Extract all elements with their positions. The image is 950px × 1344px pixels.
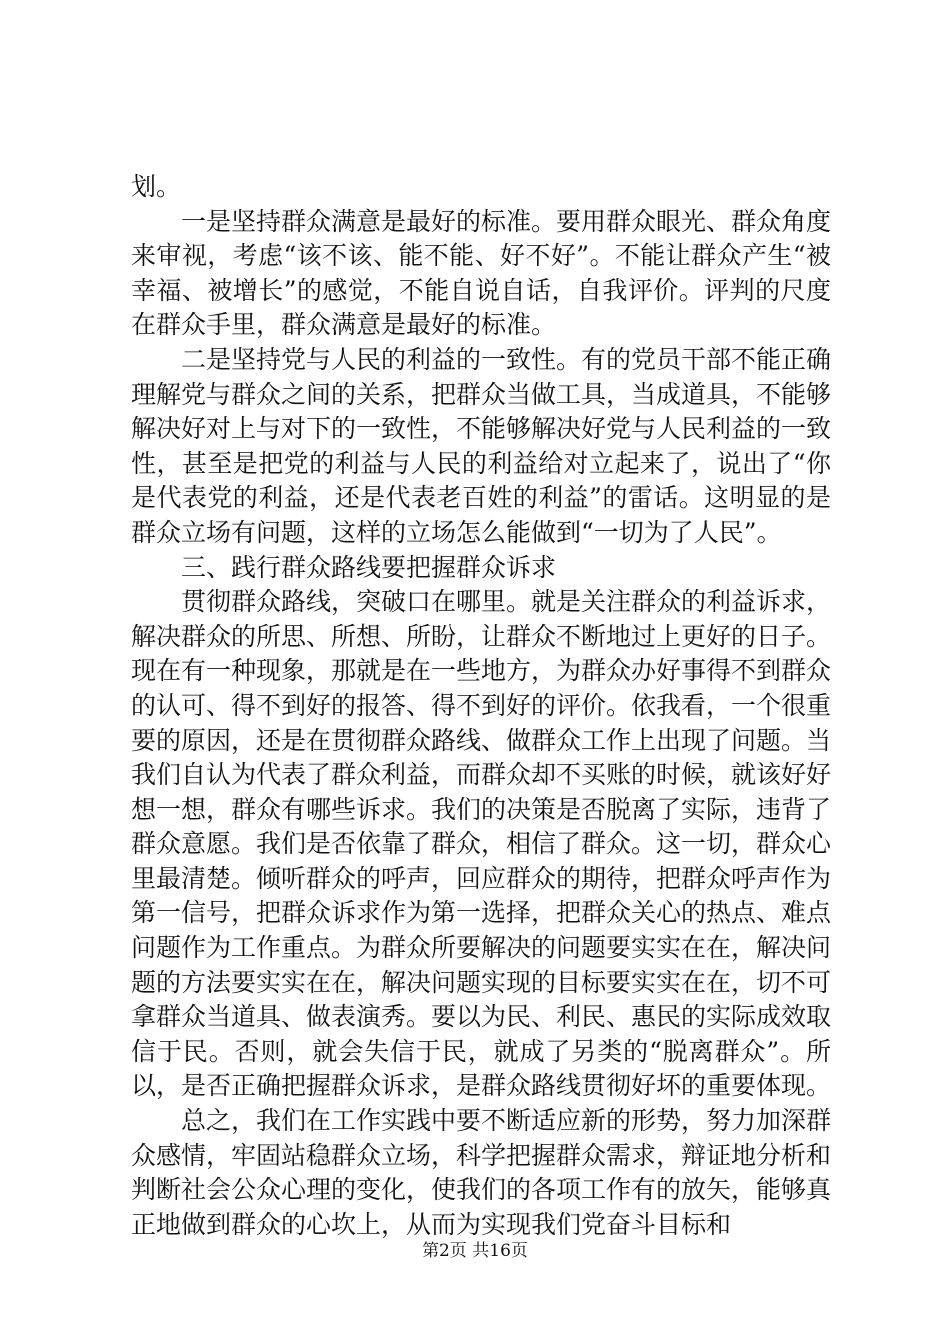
section-heading-three: 三、践行群众路线要把握群众诉求 [181, 552, 557, 582]
page-footer [0, 1240, 950, 1262]
paragraph-point-two: 二是坚持党与人民的利益的一致性。有的党员干部不能正确理解党与群众之间的关系，把群众当做工具，当成道具，不能够解决好对上与对下的一致性，不能够解决好党与人民利益的一致性，甚至是把党的利益与人民的利益给对立起来了，说出了“你是代表党的利益，还是代表老百姓的利益”的雷话。这明显的是群众立场有问题，这样的立场怎么能做到“一切为了人民”。 [131, 344, 832, 547]
paragraph-summary: 总之，我们在工作实践中要不断适应新的形势，努力加深群众感情，牢固站稳群众立场，科学把握群众需求，辩证地分析和判断社会公众心理的变化，使我们的各项工作有的放矢，能够真正地做到群众的心坎上，从而为实现我们党奋斗目标和 [131, 1106, 832, 1239]
paragraph-point-one: 一是坚持群众满意是最好的标准。要用群众眼光、群众角度来审视，考虑“该不该、能不能、好不好”。不能让群众产生“被幸福、被增长”的感觉，不能自说自话，自我评价。评判的尺度在群众手里，群众满意是最好的标准。 [131, 206, 832, 340]
document-body [131, 170, 831, 1242]
paragraph-section-three-body: 贯彻群众路线，突破口在哪里。就是关注群众的利益诉求，解决群众的所思、所想、所盼，让群众不断地过上更好的日子。现在有一种现象，那就是在一些地方，为群众办好事得不到群众的认可、得不到好的报答、得不到好的评价。依我看，一个很重要的原因，还是在贯彻群众路线、做群众工作上出现了问题。当我们自认为代表了群众利益，而群众却不买账的时候，就该好好想一想，群众有哪些诉求。我们的决策是否脱离了实际，违背了群众意愿。我们是否依靠了群众，相信了群众。这一切，群众心里最清楚。倾听群众的呼声，回应群众的期待，把群众呼声作为第一信号，把群众诉求作为第一选择，把群众关心的热点、难点问题作为工作重点。为群众所要解决的问题要实实在在，解决问题的方法要实实在在，解决问题实现的目标要实实在在，切不可拿群众当道具、做表演秀。要以为民、利民、惠民的实际成效取信于民。否则，就会失信于民，就成了另类的“脱离群众”。所以，是否正确把握群众诉求，是群众路线贯彻好坏的重要体现。 [131, 587, 832, 1101]
paragraph-continuation: 划。 [131, 172, 182, 201]
page-number-label: 第2页 共16页 [422, 1241, 528, 1261]
